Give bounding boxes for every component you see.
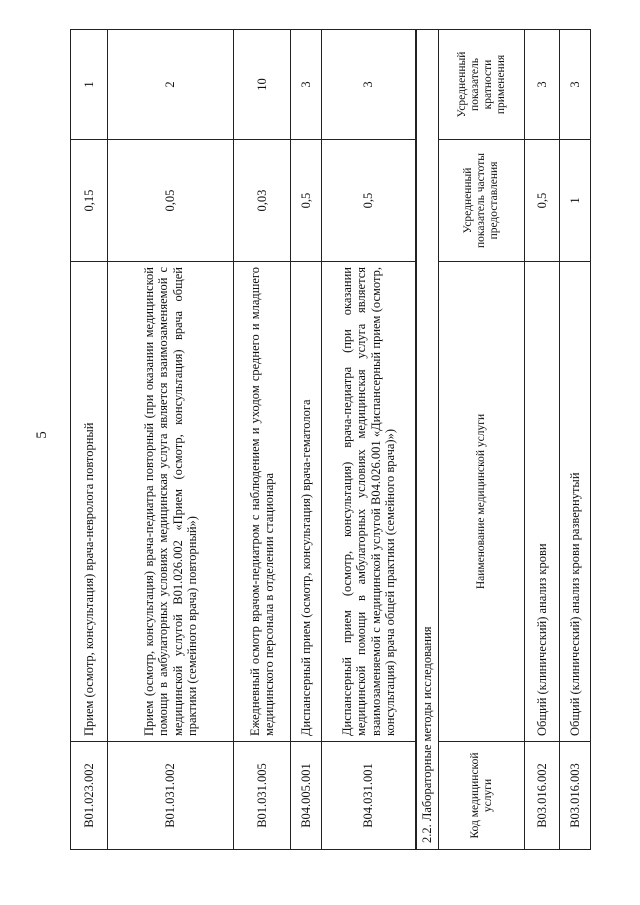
- multiplicity-value: 3: [322, 30, 416, 140]
- multiplicity-value: 2: [108, 30, 234, 140]
- header-code: Код медицинской услуги: [439, 742, 525, 850]
- service-name: Общий (клинический) анализ крови: [525, 262, 560, 742]
- frequency-value: 0,5: [525, 140, 560, 262]
- service-code: B04.031.001: [322, 742, 416, 850]
- table-row: [234, 30, 291, 850]
- multiplicity-value: 3: [560, 29, 591, 139]
- frequency-value: 0,5: [322, 140, 416, 262]
- service-code: B04.005.001: [291, 742, 322, 850]
- multiplicity-value: 3: [291, 30, 322, 140]
- service-code: B03.016.002: [525, 742, 560, 850]
- frequency-value: 0,5: [291, 140, 322, 262]
- frequency-value: 0,05: [108, 140, 234, 262]
- service-name: Диспансерный прием (осмотр, консультация) врача-педиатра (при оказании медицинской помощи в амбулаторных условиях медицинская услуга является взаимозаменяемой с медицинской услугой B04.026.001 «Диспансерный прием (осмотр, консультация) врача общей практики (семейного врача)»): [322, 262, 416, 742]
- header-multiplicity: Усредненный показатель кратности применения: [439, 29, 525, 139]
- service-code: B01.023.002: [71, 742, 108, 850]
- table-row: [108, 30, 234, 850]
- frequency-value: 0,15: [71, 140, 108, 262]
- rotated-page-content: [70, 30, 610, 850]
- service-name: Прием (осмотр, консультация) врача-невролога повторный: [71, 262, 108, 742]
- services-table: [70, 29, 416, 850]
- multiplicity-value: 10: [234, 30, 291, 140]
- table-row: [525, 29, 560, 849]
- table-row: [291, 30, 322, 850]
- table-row: [560, 29, 591, 849]
- service-name: Прием (осмотр, консультация) врача-педиатра повторный (при оказании медицинской помощи в амбулаторных условиях медицинская услуга является взаимозаменяемой с медицинской услугой B01.026.002 «Прием (осмотр, консультация) врача общей практики (семейного врача) повторный»): [108, 262, 234, 742]
- section-title: 2.2. Лабораторные методы исследования: [417, 29, 439, 849]
- header-frequency: Усредненный показатель частоты предоставления: [439, 140, 525, 262]
- service-code: B01.031.005: [234, 742, 291, 850]
- header-name: Наименование медицинской услуги: [439, 262, 525, 742]
- lab-methods-table: [416, 29, 591, 850]
- multiplicity-value: 1: [71, 30, 108, 140]
- multiplicity-value: 3: [525, 29, 560, 139]
- frequency-value: 1: [560, 140, 591, 262]
- table-row: [71, 30, 108, 850]
- service-name: Ежедневный осмотр врачом-педиатром с наблюдением и уходом среднего и младшего медицинского персонала в отделении стационара: [234, 262, 291, 742]
- service-name: Общий (клинический) анализ крови развернутый: [560, 262, 591, 742]
- service-code: B03.016.003: [560, 742, 591, 850]
- service-name: Диспансерный прием (осмотр, консультация) врача-гематолога: [291, 262, 322, 742]
- header-row: [439, 29, 525, 849]
- service-code: B01.031.002: [108, 742, 234, 850]
- section-title-row: [417, 29, 439, 849]
- table-row: [322, 30, 416, 850]
- frequency-value: 0,03: [234, 140, 291, 262]
- page-number: 5: [34, 431, 50, 439]
